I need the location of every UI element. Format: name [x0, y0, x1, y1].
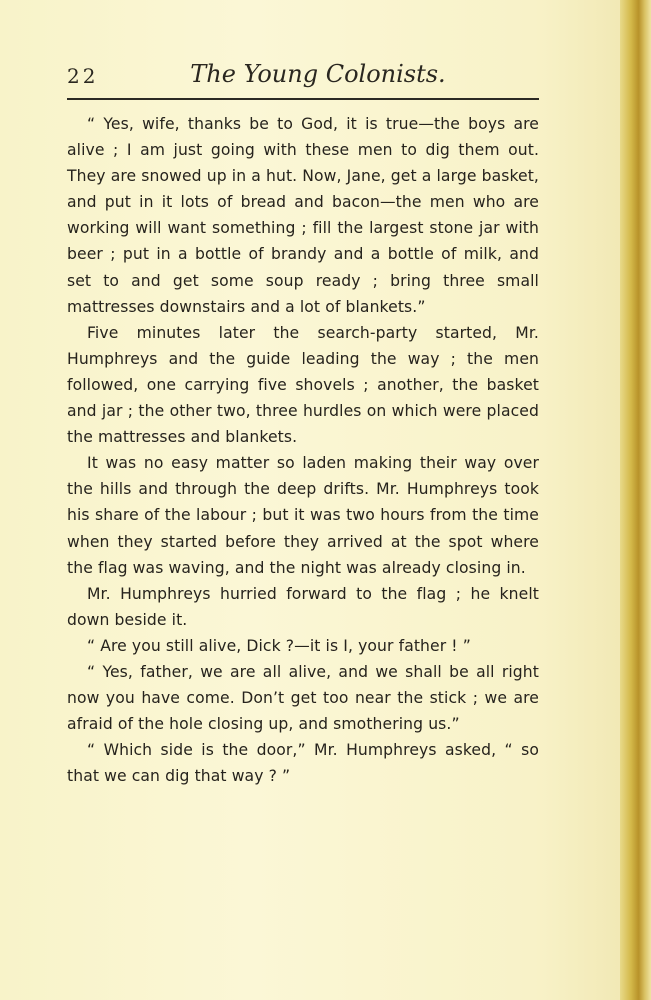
paragraph: Mr. Humphreys hurried forward to the flag ; he knelt down beside it.	[67, 584, 539, 629]
running-title: The Young Colonists.	[190, 60, 446, 88]
paragraph: “ Are you still alive, Dick ?—it is I, your father ! ”	[87, 636, 471, 655]
paragraph: Five minutes later the search-party started, Mr. Humphreys and the guide leading the way ; the men followed, one carrying five shovels ; another, the basket and jar ; the other two, three hurdles on which were placed the mattresses and blankets.	[67, 323, 539, 447]
page-number: 22	[67, 64, 99, 88]
page-edge-shadow	[620, 0, 651, 1000]
paragraph: “ Which side is the door,” Mr. Humphreys asked, “ so that we can dig that way ? ”	[67, 741, 539, 786]
paragraph: “ Yes, father, we are all alive, and we shall be all right now you have come. Don’t get too near the stick ; we are afraid of the hole closing up, and smothering us.”	[67, 662, 539, 734]
header-rule	[67, 98, 539, 100]
paragraph: “ Yes, wife, thanks be to God, it is true—the boys are alive ; I am just going with these men to dig them out. They are snowed up in a hut. Now, Jane, get a large basket, and put in it lots of bread and bacon—the men who are working will want something ; fill the largest stone jar with beer ; put in a bottle of brandy and a bottle of milk, and set to and get some soup ready ; bring three small mattresses downstairs and a lot of blankets.”	[67, 115, 539, 316]
body-text	[67, 111, 539, 789]
paragraph: It was no easy matter so laden making their way over the hills and through the deep drifts. Mr. Humphreys took his share of the labour ; but it was two hours from the time when they started before they arrived at the spot where the flag was waving, and the night was already closing in.	[67, 454, 539, 577]
page-header	[67, 60, 539, 92]
